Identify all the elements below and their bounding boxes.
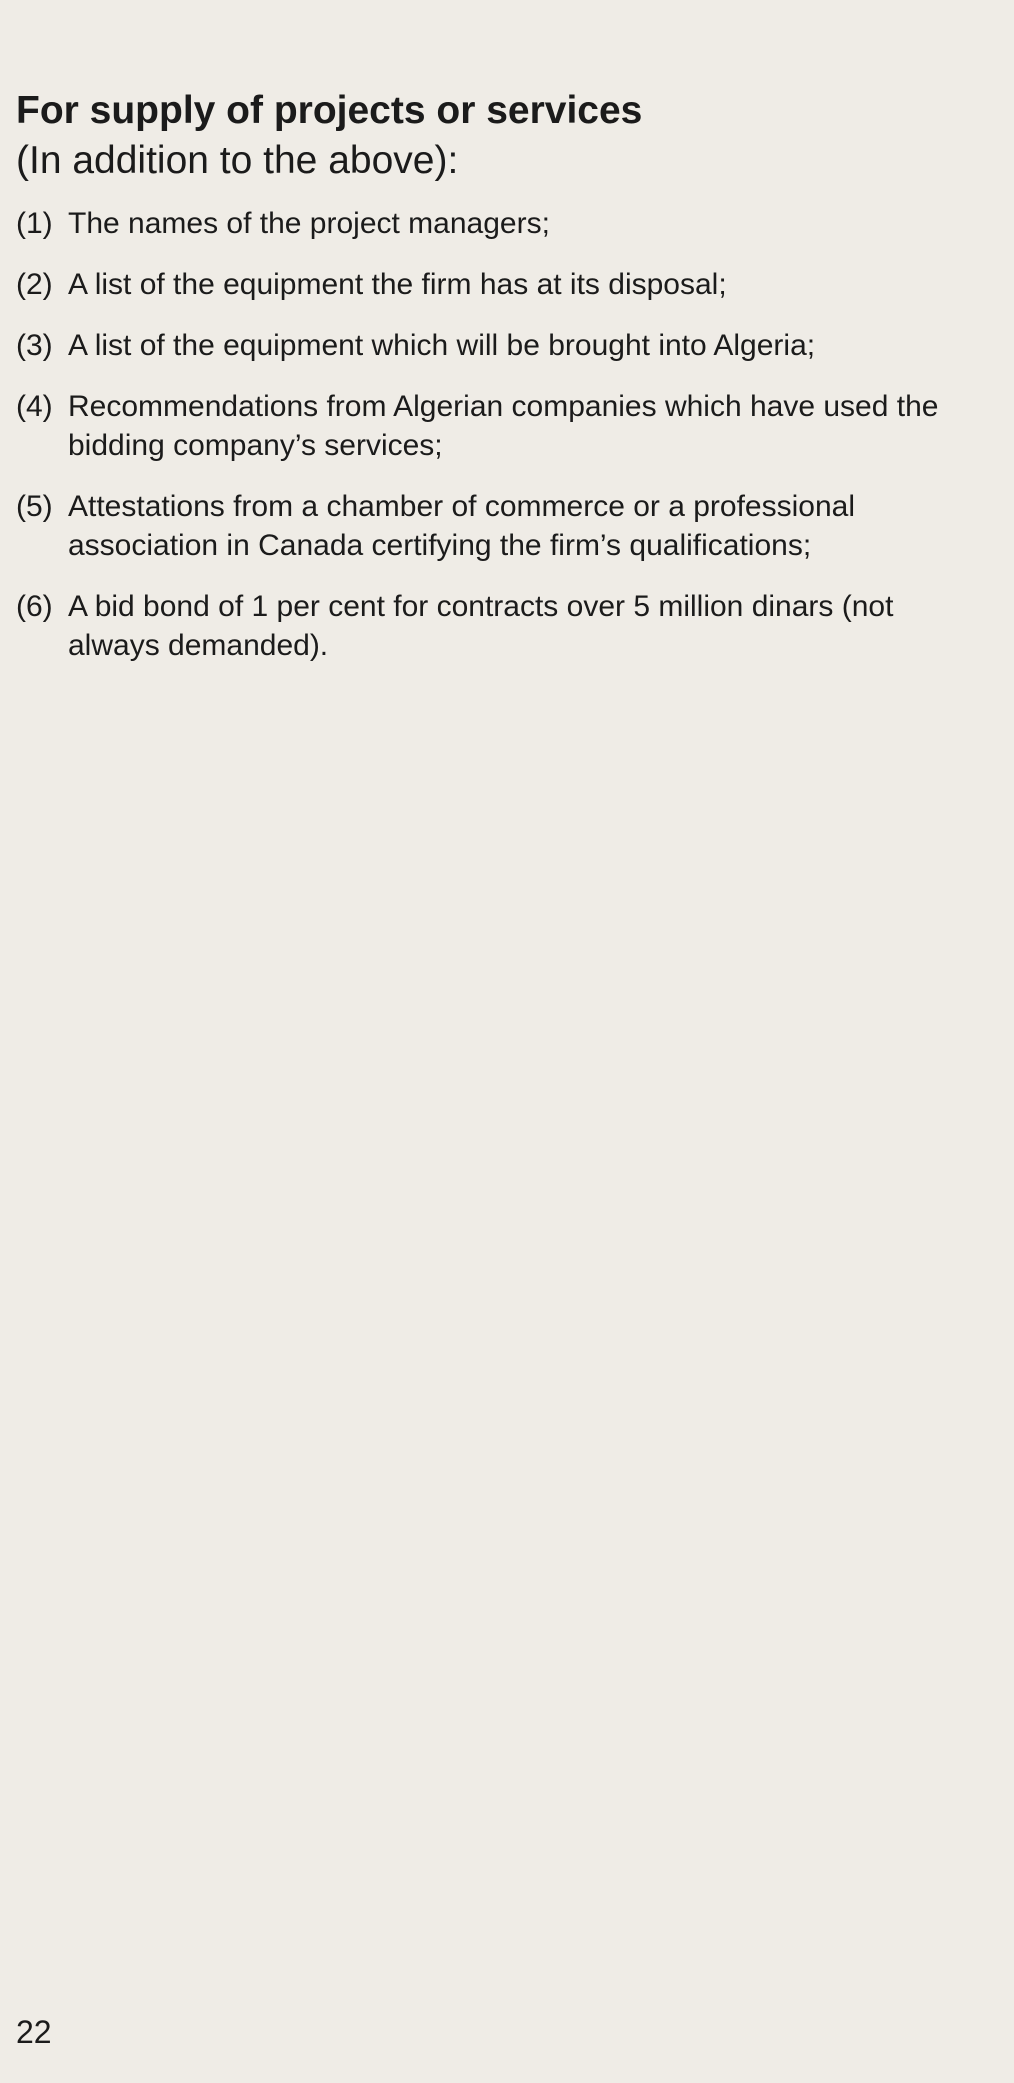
- item-text: Attestations from a chamber of commerce or a professional association in Canada certifying the firm’s qualifications;: [68, 490, 856, 562]
- item-number: (5): [16, 490, 53, 523]
- heading-subtitle: (In addition to the above):: [16, 139, 459, 182]
- page-content: [16, 86, 951, 687]
- list-item: [16, 326, 951, 365]
- item-number: (3): [16, 329, 53, 362]
- list-item: [16, 387, 951, 465]
- list-item: [16, 265, 951, 304]
- item-text: The names of the project managers;: [68, 207, 550, 240]
- item-number: (6): [16, 590, 53, 623]
- page-number: 22: [16, 2014, 52, 2050]
- list-item: [16, 587, 951, 665]
- item-text: A list of the equipment the firm has at its disposal;: [68, 268, 727, 301]
- item-text: Recommendations from Algerian companies which have used the bidding company’s services;: [68, 390, 939, 462]
- list-item: [16, 487, 951, 565]
- heading-title: For supply of projects or services: [16, 89, 643, 132]
- item-number: (4): [16, 390, 53, 423]
- item-number: (2): [16, 268, 53, 301]
- item-number: (1): [16, 207, 53, 240]
- requirements-list: [16, 204, 951, 665]
- section-heading: [16, 86, 951, 186]
- list-item: [16, 204, 951, 243]
- item-text: A bid bond of 1 per cent for contracts over 5 million dinars (not always demanded).: [68, 590, 894, 662]
- item-text: A list of the equipment which will be brought into Algeria;: [68, 329, 816, 362]
